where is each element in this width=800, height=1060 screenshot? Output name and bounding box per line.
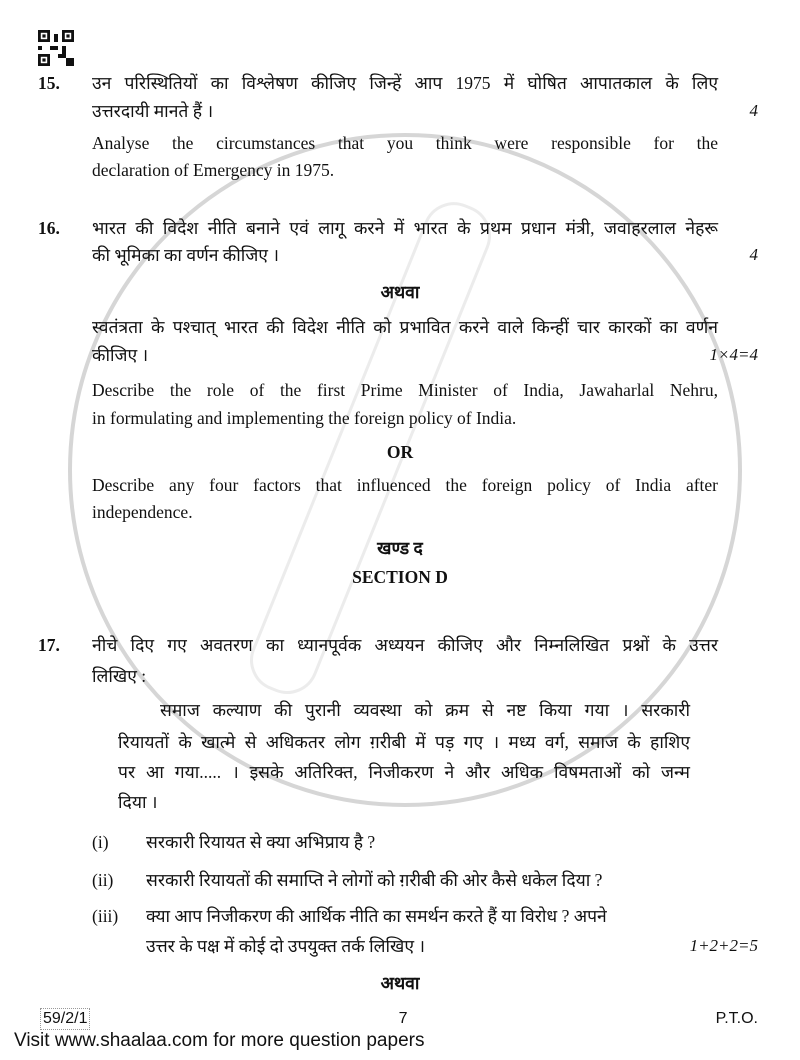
marks: 1×4=4 [709, 345, 758, 364]
marks: 4 [749, 101, 758, 120]
sub-question-number: (iii) [92, 906, 119, 926]
passage-line: पर आ गया..... । इसके अतिरिक्त, निजीकरण ने और अधिक विषमताओं को जन्म [118, 762, 690, 782]
q16-line-row [92, 316, 758, 338]
q16-alt-english-line: Describe any four factors that influenced the foreign policy of India after [92, 475, 718, 495]
paper-code: 59/2/1 [40, 1008, 90, 1030]
q17-hindi-line: नीचे दिए गए अवतरण का ध्यानपूर्वक अध्ययन कीजिए और निम्नलिखित प्रश्नों के उत्तर [92, 635, 718, 655]
q16-english-line: Describe the role of the first Prime Minister of India, Jawaharlal Nehru, [92, 380, 718, 400]
section-row [42, 566, 758, 588]
passage-line: रियायतों के खात्मे से अधिकतर लोग ग़रीबी में पड़ गए । मध्य वर्ग, समाज के हाशिए [118, 732, 690, 752]
section-heading-hindi: खण्ड द [377, 538, 423, 558]
sub-question-text: उत्तर के पक्ष में कोई दो उपयुक्त तर्क लिखिए । [146, 936, 426, 956]
q16-line-row [92, 379, 758, 401]
q15-line-row [92, 132, 758, 154]
sub-question-number: (i) [92, 832, 109, 852]
sub-question-row [146, 935, 758, 957]
q16-line-row [92, 344, 758, 366]
passage-row [118, 761, 690, 783]
question-number: 15. [38, 73, 60, 93]
q16-hindi-line: भारत की विदेश नीति बनाने एवं लागू करने में भारत के प्रथम प्रधान मंत्री, जवाहरलाल नेहरू [92, 218, 718, 238]
q15-english-line: declaration of Emergency in 1975. [92, 160, 335, 180]
passage-row [118, 699, 690, 721]
q16-line-row [92, 244, 758, 266]
q16-line-row [42, 441, 758, 463]
question-number: 16. [38, 218, 60, 238]
q15-line-row [38, 72, 758, 94]
q16-alt-hindi-line: कीजिए । [92, 345, 149, 365]
q16-line-row [38, 217, 758, 239]
section-row [42, 537, 758, 559]
visit-shaalaa-link[interactable]: Visit www.shaalaa.com for more question papers [14, 1030, 425, 1051]
q15-line-row [92, 159, 758, 181]
page-footer [40, 1008, 758, 1030]
q15-hindi-line: उन परिस्थितियों का विश्लेषण कीजिए जिन्हें आप 1975 में घोषित आपातकाल के लिए [92, 73, 718, 93]
sub-question-row [92, 905, 758, 927]
q15-hindi-line: उत्तरदायी मानते हैं । [92, 101, 214, 121]
q15-english-line: Analyse the circumstances that you think were responsible for the [92, 133, 718, 153]
sub-question-text: सरकारी रियायत से क्या अभिप्राय है ? [146, 832, 376, 852]
or-hindi: अथवा [380, 282, 420, 302]
q16-alt-hindi-line: स्वतंत्रता के पश्चात् भारत की विदेश नीति को प्रभावित करने वाले किन्हीं चार कारकों का वर्णन [92, 317, 718, 337]
sub-question-number: (ii) [92, 870, 114, 890]
passage-line: दिया । [118, 792, 158, 812]
q17-line-row [92, 665, 758, 687]
q17-hindi-line: लिखिए : [92, 666, 147, 686]
qr-code-icon [38, 30, 74, 66]
sub-question-text: सरकारी रियायतों की समाप्ति ने लोगों को ग़रीबी की ओर कैसे धकेल दिया ? [146, 870, 603, 890]
q17-line-row [42, 972, 758, 994]
or-hindi: अथवा [380, 973, 420, 993]
page-number: 7 [398, 1010, 408, 1027]
q16-alt-english-line: independence. [92, 502, 193, 522]
passage-line: समाज कल्याण की पुरानी व्यवस्था को क्रम से नष्ट किया गया । सरकारी [160, 700, 690, 720]
passage-row [118, 791, 758, 813]
pto-label: P.T.O. [715, 1010, 758, 1027]
sub-question-row [92, 869, 758, 891]
or-english: OR [386, 442, 414, 462]
q16-line-row [92, 474, 758, 496]
q16-line-row [92, 407, 758, 429]
q17-line-row [38, 634, 758, 656]
q15-line-row [92, 100, 758, 122]
question-number: 17. [38, 635, 60, 655]
marks: 4 [749, 245, 758, 264]
q16-english-line: in formulating and implementing the foreign policy of India. [92, 408, 517, 428]
passage-row [118, 731, 690, 753]
q16-line-row [42, 281, 758, 303]
sub-question-text: क्या आप निजीकरण की आर्थिक नीति का समर्थन करते हैं या विरोध ? अपने [146, 906, 607, 926]
q16-hindi-line: की भूमिका का वर्णन कीजिए । [92, 245, 279, 265]
section-heading-english: SECTION D [352, 567, 448, 587]
marks: 1+2+2=5 [689, 936, 758, 955]
q16-line-row [92, 501, 758, 523]
sub-question-row [92, 831, 758, 853]
